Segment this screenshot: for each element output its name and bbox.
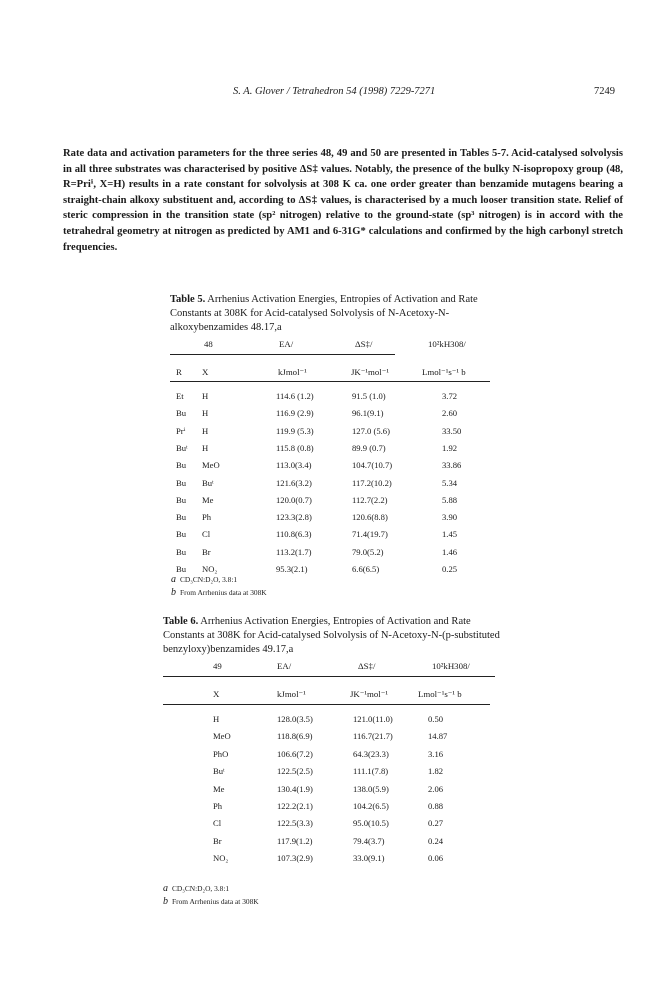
table-6-cell: 104.2(6.5) <box>353 801 389 811</box>
footnote-mark: b <box>163 896 168 907</box>
table-5-cell: 112.7(2.2) <box>352 494 388 505</box>
table-6-cell: Buᵗ <box>213 766 225 777</box>
table-6-cell: 64.3(23.3) <box>353 748 389 759</box>
table-5-cell: 120.6(8.8) <box>352 512 388 523</box>
footnote-mark: a <box>163 883 168 894</box>
table-6-cell: 122.5(3.3) <box>277 818 313 829</box>
table-5-cell: Bu <box>176 494 187 505</box>
table-5-cell: 71.4(19.7) <box>352 529 388 540</box>
table-5-cell: 0.25 <box>442 564 458 574</box>
table-5-cell: 79.0(5.2) <box>352 546 384 557</box>
table-6-cell: H <box>213 714 220 724</box>
table-5-cell: 2.60 <box>442 408 458 419</box>
table-6-cell: 118.8(6.9) <box>277 731 313 742</box>
table-5-cell: Bu <box>176 477 187 488</box>
table-5-cell: 3.90 <box>442 512 458 523</box>
table-5-caption <box>170 293 495 335</box>
table-5-cell: MeO <box>202 460 220 471</box>
table-5-cell: 119.9 (5.3) <box>276 425 314 436</box>
table-6-header-sub: JK⁻¹mol⁻¹ <box>350 689 389 699</box>
table-5-cell: 1.45 <box>442 529 458 540</box>
table-5-cell: 120.0(0.7) <box>276 494 312 505</box>
table-6-cell: Ph <box>213 801 223 811</box>
table-5-cell: Prⁱ <box>176 425 186 436</box>
table-6-cell: NO₂ <box>213 853 229 864</box>
table-6-cell: 0.06 <box>428 853 444 864</box>
table-5-header-sub: R <box>176 367 182 377</box>
table-6-cell: 1.82 <box>428 766 444 777</box>
table-5-cell: NO₂ <box>202 564 218 574</box>
table-6-cell: Br <box>213 835 222 846</box>
table-5-footnote <box>171 587 267 598</box>
table-5-header-top: 10²kH308/ <box>428 339 466 349</box>
table-6-header-sub: kJmol⁻¹ <box>277 689 306 699</box>
table-6-footnote <box>163 896 259 907</box>
table-6-header-rule <box>163 704 490 705</box>
table-6-header-top: EA/ <box>277 661 292 671</box>
table-5-cell: 113.0(3.4) <box>276 460 312 471</box>
table-6-cell: 116.7(21.7) <box>353 731 393 742</box>
table-5-cell: 115.8 (0.8) <box>276 442 314 453</box>
table-5-cell: Cl <box>202 529 211 540</box>
table-5-cell: Bu <box>176 512 187 523</box>
table-6-caption-text: Arrhenius Activation Energies, Entropies of Activation and Rate Constants at 308K for Acid-catalysed Solvolysis of N-Acetoxy-N-(p-substituted benzyloxy)benzamides 49.17,a <box>163 616 500 655</box>
table-6-cell: 3.16 <box>428 748 444 759</box>
table-5-label: Table 5. <box>170 294 206 305</box>
table-5-header-sub: X <box>202 367 209 377</box>
table-6-cell: PhO <box>213 748 229 759</box>
table-5-cell: Bu <box>176 564 187 574</box>
table-6-cell: 95.0(10.5) <box>353 818 389 829</box>
table-5-cell: H <box>202 442 209 453</box>
table-5-cell: Et <box>176 391 184 401</box>
table-6-cell: 79.4(3.7) <box>353 835 385 846</box>
table-5-footnote <box>171 574 237 585</box>
table-6-cell: 106.6(7.2) <box>277 748 313 759</box>
table-6-header-sub: X <box>213 689 220 699</box>
table-5-cell: H <box>202 408 209 419</box>
table-5-cell: 1.46 <box>442 546 458 557</box>
table-6-cell: MeO <box>213 731 231 742</box>
table-5-cell: 91.5 (1.0) <box>352 391 386 401</box>
table-5-cell: 5.88 <box>442 494 458 505</box>
table-6-header-top: 10²kH308/ <box>432 661 470 671</box>
table-5-cell: Br <box>202 546 211 557</box>
table-5-cell: Bu <box>176 460 187 471</box>
footnote-text: CD₃CN:D₂O, 3.8:1 <box>180 575 238 584</box>
table-6-cell: 0.50 <box>428 714 444 724</box>
footnote-mark: b <box>171 587 176 598</box>
page-number: 7249 <box>594 86 615 97</box>
table-5-cell: 6.6(6.5) <box>352 564 380 574</box>
table-6-top-rule <box>163 676 495 677</box>
table-6-cell: 111.1(7.8) <box>353 766 389 777</box>
footnote-mark: a <box>171 574 176 585</box>
table-5-cell: 96.1(9.1) <box>352 408 384 419</box>
table-5-cell: 104.7(10.7) <box>352 460 393 471</box>
table-6-cell: 138.0(5.9) <box>353 783 389 794</box>
body-paragraph: Rate data and activation parameters for the three series 48, 49 and 50 are presented in Tables 5-7. Acid-catalysed solvolysis in all three substrates was characterised by positive ΔS‡ values. Notably, the presence of the bulky N-isopropoxy group (48, R=Priⁱ, X=H) results in a rate constant for solvolysis at 308 K ca. one order greater than benzamide mutagens bearing a straight-chain alkoxy substituent and, according to ΔS‡ values, is characterised by a much looser transition state. Relief of steric compression in the transition state (sp² nitrogen) relative to the ground-state (sp³ nitrogen) is in accord with the tetrahedral geometry at nitrogen as predicted by AM1 and 6-31G* calculations and confirmed by the high carbonyl stretch frequencies. <box>63 148 623 253</box>
table-6-cell: 0.88 <box>428 801 444 811</box>
table-5-cell: Ph <box>202 512 212 523</box>
table-5-cell: 3.72 <box>442 391 458 401</box>
running-head: S. A. Glover / Tetrahedron 54 (1998) 7229-7271 <box>233 86 436 97</box>
table-6-header-sub: Lmol⁻¹s⁻¹ b <box>418 689 462 699</box>
table-5-cell: 1.92 <box>442 442 458 453</box>
table-5-header-sub: JK⁻¹mol⁻¹ <box>351 367 390 377</box>
table-6-cell: Me <box>213 783 225 794</box>
table-5-header-top: 48 <box>204 339 213 349</box>
table-6-label: Table 6. <box>163 616 199 627</box>
table-6-cell: 0.27 <box>428 818 444 829</box>
table-5-header-top: ΔS‡/ <box>355 339 373 349</box>
table-5-cell: 89.9 (0.7) <box>352 442 386 453</box>
table-6-cell: 121.0(11.0) <box>353 714 393 724</box>
table-5-cell: Me <box>202 494 214 505</box>
table-6-cell: 128.0(3.5) <box>277 714 313 724</box>
table-5-cell: Bu <box>176 546 187 557</box>
table-5-cell: Bu <box>176 408 187 419</box>
table-5-cell: 33.50 <box>442 425 462 436</box>
table-6-cell: 33.0(9.1) <box>353 853 385 864</box>
table-5-cell: 116.9 (2.9) <box>276 408 314 419</box>
table-5-cell: Buᵗ <box>202 477 214 488</box>
footnote-text: CD₃CN:D₂O, 3.8:1 <box>172 884 230 893</box>
table-5-cell: 123.3(2.8) <box>276 512 312 523</box>
table-6-cell: Cl <box>213 818 222 829</box>
table-5-cell: 114.6 (1.2) <box>276 391 314 401</box>
table-5-cell: 33.86 <box>442 460 462 471</box>
table-5-header-top: EA/ <box>279 339 294 349</box>
footnote-text: From Arrhenius data at 308K <box>180 588 267 597</box>
footnote-text: From Arrhenius data at 308K <box>172 897 259 906</box>
table-6-cell: 14.87 <box>428 731 448 742</box>
table-5-header-sub: Lmol⁻¹s⁻¹ b <box>422 367 466 377</box>
table-6-cell: 122.5(2.5) <box>277 766 313 777</box>
table-5-header-sub: kJmol⁻¹ <box>278 367 307 377</box>
table-5-cell: Buᵗ <box>176 442 188 453</box>
table-6-cell: 107.3(2.9) <box>277 853 313 864</box>
table-6-header-top: 49 <box>213 661 222 671</box>
table-6-footnote <box>163 883 229 894</box>
table-6-cell: 2.06 <box>428 783 444 794</box>
table-5-caption-text: Arrhenius Activation Energies, Entropies of Activation and Rate Constants at 308K for Acid-catalysed Solvolysis of N-Acetoxy-N-alkoxybenzamides 48.17,a <box>170 294 478 333</box>
table-5-cell: 121.6(3.2) <box>276 477 312 488</box>
table-6-cell: 0.24 <box>428 835 444 846</box>
table-5-top-rule <box>170 354 395 355</box>
table-5-cell: 127.0 (5.6) <box>352 425 390 436</box>
table-6-caption <box>163 615 501 657</box>
table-5-cell: 117.2(10.2) <box>352 477 392 488</box>
table-6-cell: 122.2(2.1) <box>277 801 313 811</box>
table-5-cell: H <box>202 391 209 401</box>
table-5-cell: 5.34 <box>442 477 458 488</box>
table-5-cell: 95.3(2.1) <box>276 564 308 574</box>
table-5-cell: 113.2(1.7) <box>276 546 312 557</box>
table-6-cell: 130.4(1.9) <box>277 783 313 794</box>
table-6-header-top: ΔS‡/ <box>358 661 376 671</box>
table-5-cell: Bu <box>176 529 187 540</box>
table-5-cell: H <box>202 425 209 436</box>
table-5-cell: 110.8(6.3) <box>276 529 312 540</box>
table-6-cell: 117.9(1.2) <box>277 835 313 846</box>
table-5-header-rule <box>170 381 490 382</box>
